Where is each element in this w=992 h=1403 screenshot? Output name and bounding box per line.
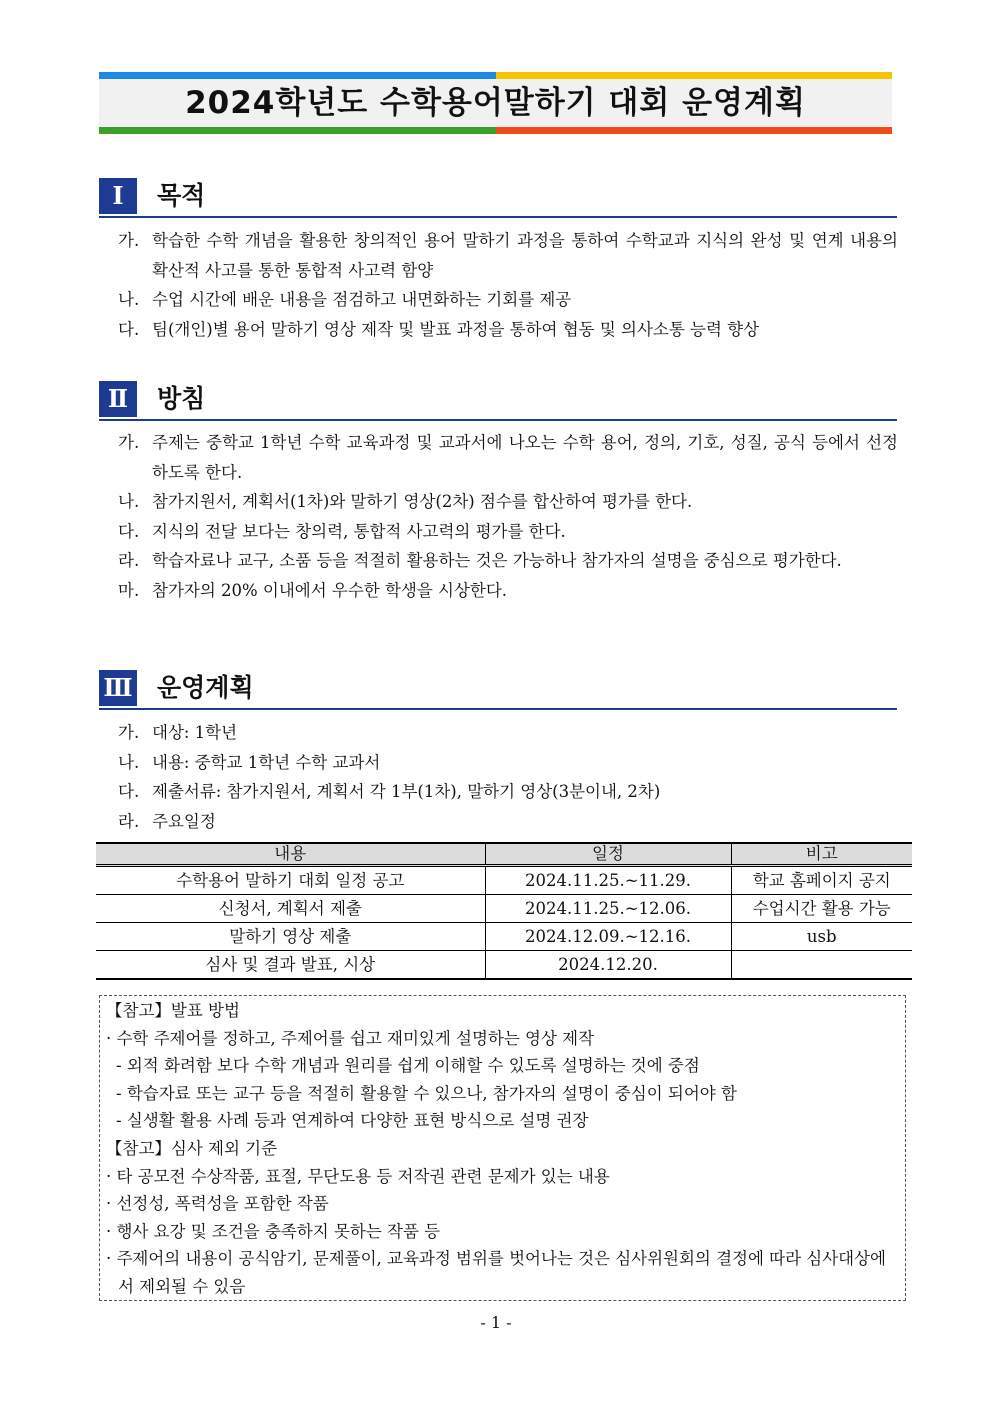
reference-line: · 선정성, 폭력성을 포함한 작품 xyxy=(106,1194,329,1214)
section-number: Ⅲ xyxy=(99,670,137,706)
section-number: Ⅰ xyxy=(99,178,137,214)
table-row xyxy=(96,951,912,980)
section-heading-operation-plan xyxy=(99,670,897,710)
reference-line: · 타 공모전 수상작품, 표절, 무단도용 등 저작권 관련 문제가 있는 내용 xyxy=(106,1166,610,1186)
table-cell: 2024.12.20. xyxy=(485,951,731,980)
reference-heading: 【참고】심사 제외 기준 xyxy=(106,1138,278,1158)
table-cell: 수업시간 활용 가능 xyxy=(731,895,912,923)
table-cell xyxy=(731,951,912,980)
table-cell: 말하기 영상 제출 xyxy=(96,923,485,951)
table-row xyxy=(96,923,912,951)
reference-box xyxy=(99,995,906,1301)
table-cell: 2024.11.25.~11.29. xyxy=(485,866,731,895)
section-title: 운영계획 xyxy=(157,673,254,702)
table-cell: 학교 홈페이지 공지 xyxy=(731,866,912,895)
table-cell: 2024.12.09.~12.16. xyxy=(485,923,731,951)
column-header: 일정 xyxy=(485,843,731,866)
reference-line: · 수학 주제어를 정하고, 주제어를 쉽고 재미있게 설명하는 영상 제작 xyxy=(106,1028,595,1048)
title-bottom-bar xyxy=(99,127,892,134)
list-item: 가. 학습한 수학 개념을 활용한 창의적인 용어 말하기 과정을 통하여 수학교과 지식의 완성 및 연계 내용의 확산적 사고를 통한 통합적 사고력 함양 xyxy=(118,231,898,280)
table-cell: 신청서, 계획서 제출 xyxy=(96,895,485,923)
reference-heading: 【참고】발표 방법 xyxy=(106,1001,240,1020)
table-cell: 수학용어 말하기 대회 일정 공고 xyxy=(96,866,485,895)
list-item: 다. 지식의 전달 보다는 창의력, 통합적 사고력의 평가를 한다. xyxy=(118,521,566,541)
document-title: 2024학년도 수학용어말하기 대회 운영계획 xyxy=(99,79,892,127)
list-item: 가. 주제는 중학교 1학년 수학 교육과정 및 교과서에 나오는 수학 용어, 정의, 기호, 성질, 공식 등에서 선정하도록 한다. xyxy=(118,433,898,482)
section-title: 목적 xyxy=(157,181,206,210)
purpose-list xyxy=(118,226,898,344)
section-heading-purpose xyxy=(99,178,897,218)
schedule-table xyxy=(96,842,912,980)
list-item: 나. 참가지원서, 계획서(1차)와 말하기 영상(2차) 점수를 합산하여 평가를 한다. xyxy=(118,492,693,511)
list-item: 나. 내용: 중학교 1학년 수학 교과서 xyxy=(118,752,381,772)
policy-list xyxy=(118,428,898,605)
operation-list xyxy=(118,718,898,836)
table-cell: 2024.11.25.~12.06. xyxy=(485,895,731,923)
list-item: 다. 제출서류: 참가지원서, 계획서 각 1부(1차), 말하기 영상(3분이내, 2차) xyxy=(118,782,661,801)
section-heading-policy xyxy=(99,381,897,421)
reference-subline: - 외적 화려함 보다 수학 개념과 원리를 쉽게 이해할 수 있도록 설명하는 것에 중점 xyxy=(116,1056,700,1076)
list-item: 마. 참가자의 20% 이내에서 우수한 학생을 시상한다. xyxy=(118,580,508,600)
list-item: 다. 팀(개인)별 용어 말하기 영상 제작 및 발표 과정을 통하여 협동 및 의사소통 능력 향상 xyxy=(118,319,760,339)
table-row xyxy=(96,866,912,895)
column-header: 내용 xyxy=(96,843,485,866)
section-number: Ⅱ xyxy=(99,381,137,417)
column-header: 비고 xyxy=(731,843,912,866)
list-item: 나. 수업 시간에 배운 내용을 점검하고 내면화하는 기회를 제공 xyxy=(118,290,572,309)
list-item: 가. 대상: 1학년 xyxy=(118,723,238,742)
table-header-row xyxy=(96,843,912,866)
title-banner xyxy=(99,72,892,134)
list-item: 라. 학습자료나 교구, 소품 등을 적절히 활용하는 것은 가능하나 참가자의 설명을 중심으로 평가한다. xyxy=(118,551,842,570)
reference-subline: - 학습자료 또는 교구 등을 적절히 활용할 수 있으나, 참가자의 설명이 중심이 되어야 함 xyxy=(116,1083,737,1103)
page-number: - 1 - xyxy=(480,1313,512,1332)
reference-line: · 행사 요강 및 조건을 충족하지 못하는 작품 등 xyxy=(106,1221,441,1241)
table-row xyxy=(96,895,912,923)
list-item: 라. 주요일정 xyxy=(118,811,216,831)
table-cell: usb xyxy=(731,923,912,951)
title-top-bar xyxy=(99,72,892,79)
table-cell: 심사 및 결과 발표, 시상 xyxy=(96,951,485,980)
section-title: 방침 xyxy=(157,384,206,413)
reference-line: · 주제어의 내용이 공식암기, 문제풀이, 교육과정 범위를 벗어나는 것은 심사위원회의 결정에 따라 심사대상에서 제외될 수 있음 xyxy=(106,1249,886,1296)
reference-subline: - 실생활 활용 사례 등과 연계하여 다양한 표현 방식으로 설명 권장 xyxy=(116,1111,589,1131)
